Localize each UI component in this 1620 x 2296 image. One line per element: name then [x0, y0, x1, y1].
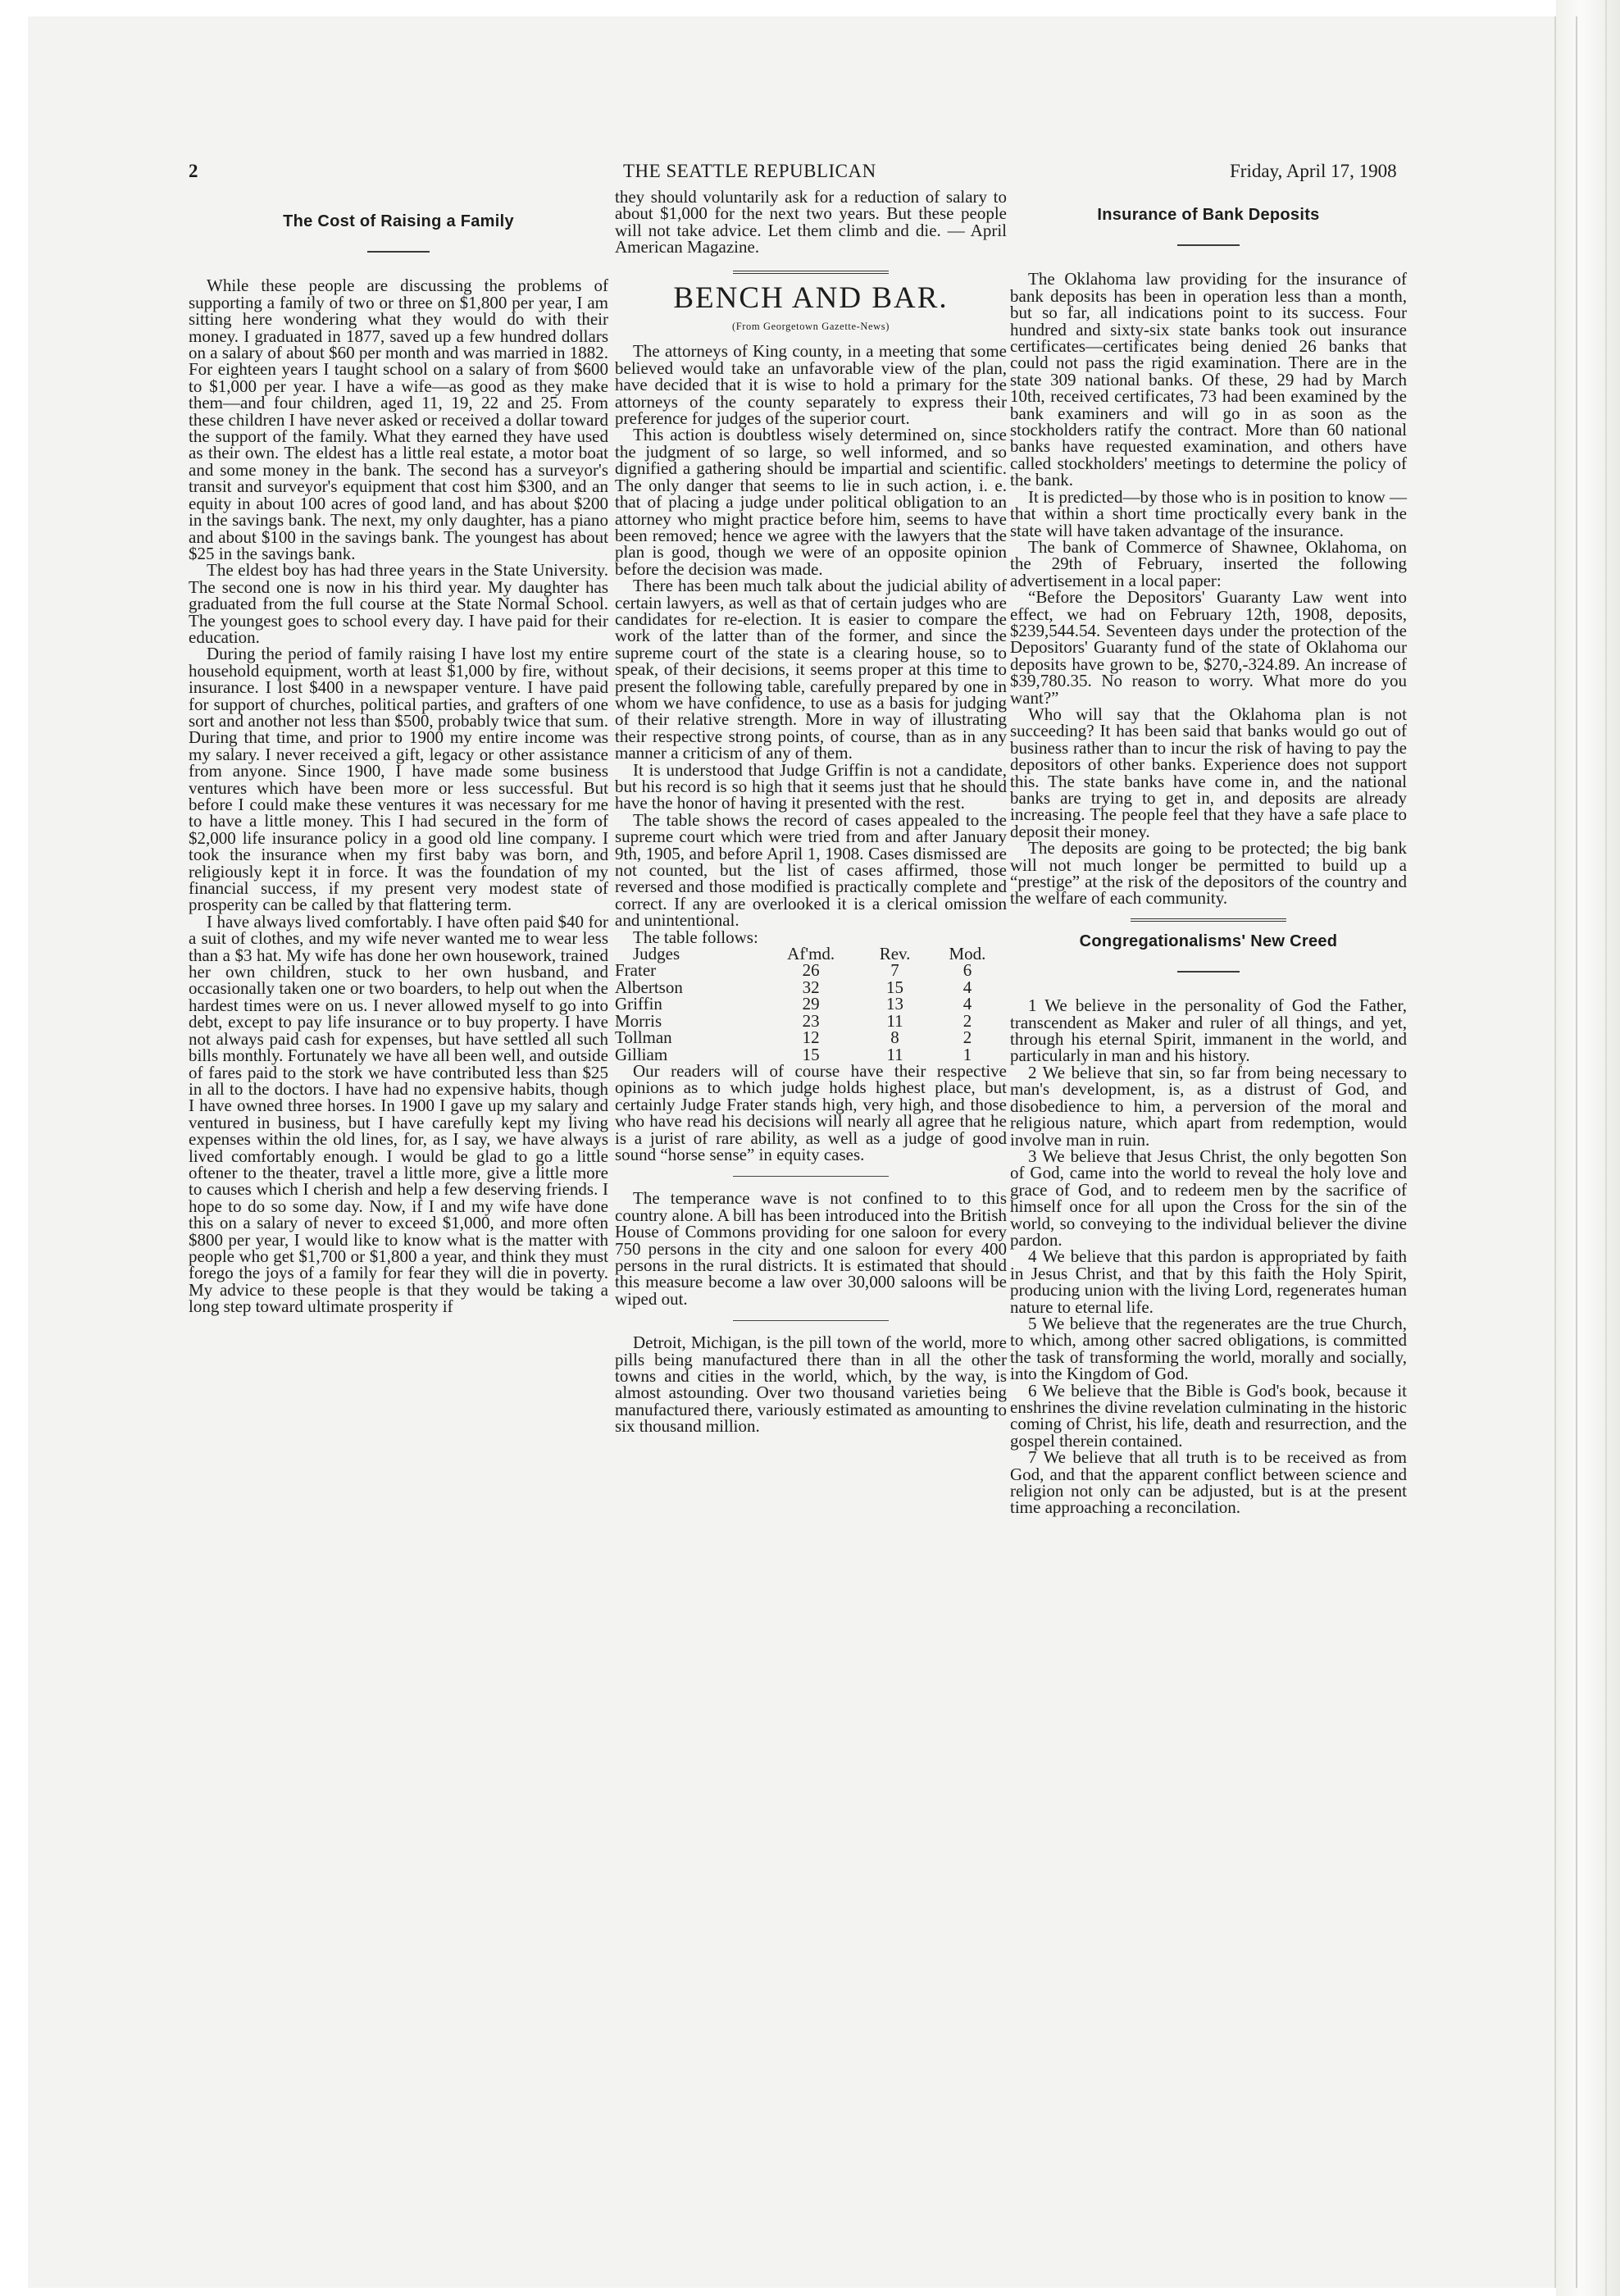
- reversed-count: 7: [890, 960, 899, 981]
- reversed-count: 13: [886, 994, 904, 1014]
- creed-article: 5 We believe that the regenerates are the true Church, to which, among other sacred obligations, is committed the task of transforming the world, morally and socially, into the Kingdom of God.: [1010, 1313, 1407, 1384]
- advertisement-quote: “Before the Depositors' Guaranty Law went into effect, we had on February 12th, 1908, deposits, $239,544.54. Seventeen days under the protection of the Depositors' Guaranty fund of the state of Oklahoma our deposits have grown to be, $270,-324.89. An increase of $39,780.35. No reason to worry. What more do you want?”: [1010, 587, 1407, 708]
- section-rule: [733, 1176, 889, 1177]
- next-page-edge: [1556, 0, 1620, 2296]
- headline-rule: [1177, 971, 1240, 973]
- headline-rule: [1177, 244, 1240, 246]
- creed-article: 6 We believe that the Bible is God's book, because it enshrines the divine revelation culminating in the historic coming of Christ, his life, death and resurrection, and the gospel therein contained.: [1010, 1380, 1407, 1451]
- modified-count: 1: [962, 1044, 972, 1064]
- issue-date: Friday, April 17, 1908: [1230, 161, 1397, 181]
- table-intro: The table follows:: [633, 927, 758, 947]
- table-header-row: [615, 945, 1007, 962]
- col-header-reversed: Rev.: [879, 944, 911, 964]
- table-row: [615, 1029, 1007, 1046]
- modified-count: 2: [962, 1010, 972, 1031]
- article-credit: (From Georgetown Gazette-News): [731, 321, 890, 333]
- reversed-count: 11: [886, 1044, 903, 1064]
- judge-name: Griffin: [615, 994, 662, 1014]
- article-paragraph: Our readers will of course have their respective opinions as to which judge holds highest place, but certainly Judge Frater stands high, very high, and those who have read his decisions will nearly all agree that he is a jurist of rare ability, as well as a judge of good sound “horse sense” in equity cases.: [615, 1060, 1007, 1164]
- judge-name: Gilliam: [615, 1044, 668, 1064]
- detroit-item: Detroit, Michigan, is the pill town of the world, more pills being manufactured there than in all the other towns and cities in the world, which, by the way, is almost astounding. Over two thousand varieties being manufactured there, variously estimated as amounting to six thousand million.: [615, 1332, 1007, 1437]
- creed-article: 3 We believe that Jesus Christ, the only begotten Son of God, came into the world to reveal the holy love and grace of God, and to redeem men by the sacrifice of himself once for all upon the Cross for the sin of the world, so conveying to the individual believer the divine pardon.: [1010, 1146, 1407, 1250]
- page-edge-line: [1576, 16, 1577, 2288]
- article-paragraph: The eldest boy has had three years in the State University. The second one is now in his third year. My daughter has graduated from the full course at the State Normal School. The youngest goes to school every day. I have paid for their education.: [189, 560, 608, 647]
- creed-article: 4 We believe that this pardon is appropriated by faith in Jesus Christ, and that by this faith the Holy Spirit, producing union with the living Lord, regenerates human nature to eternal life.: [1010, 1246, 1407, 1317]
- article-paragraph: It is predicted—by those who is in position to know — that within a short time proctically every bank in the state will have taken advantage of the insurance.: [1010, 486, 1407, 540]
- section-rule: [1131, 918, 1286, 922]
- creed-article: 7 We believe that all truth is to be received as from God, and that the apparent conflict between science and religion not only can be adjusted, but is at the present time approaching a reconcilation.: [1010, 1447, 1407, 1518]
- article-paragraph: There has been much talk about the judicial ability of certain lawyers, as well as that of certain judges who are candidates for re-election. It is easier to compare the work of the latter than of the former, and since the supreme court of the state is a clearing house, so to speak, of their decisions, it seems proper at this time to present the following table, carefully prepared by one in whom we have confidence, to use as a basis for judging of their relative strength. More in way of illustrating their respective strong points, of course, than as in any manner a criticism of any of them.: [615, 576, 1007, 763]
- column-middle: [615, 189, 1007, 1435]
- section-rule: [733, 271, 889, 274]
- masthead: [0, 161, 1620, 190]
- article-paragraph: The bank of Commerce of Shawnee, Oklahoma, on the 29th of February, inserted the following advertisement in a local paper:: [1010, 536, 1407, 590]
- judge-name: Tollman: [615, 1027, 672, 1048]
- article-title-bench-and-bar: BENCH AND BAR.: [673, 280, 949, 315]
- column-right: [1010, 189, 1407, 1516]
- column-left: [189, 189, 608, 1315]
- col-header-judges: Judges: [633, 944, 680, 964]
- table-row: [615, 962, 1007, 978]
- judge-name: Albertson: [615, 977, 683, 997]
- article-title-new-creed: Congregationalisms' New Creed: [1079, 932, 1338, 950]
- article-title-insurance-bank-deposits: Insurance of Bank Deposits: [1097, 206, 1320, 224]
- headline-rule: [367, 251, 430, 253]
- modified-count: 4: [962, 994, 972, 1014]
- affirmed-count: 23: [802, 1010, 820, 1031]
- article-paragraph: The table shows the record of cases appealed to the supreme court which were tried from and after January 9th, 1905, and before April 1, 1908. Cases dismissed are not counted, but the list of cases affirmed, those reversed and those modified is practically complete and correct. If any are overlooked it is a clerical omission and unintentional.: [615, 809, 1007, 931]
- modified-count: 6: [962, 960, 972, 981]
- affirmed-count: 32: [802, 977, 820, 997]
- modified-count: 2: [962, 1027, 972, 1048]
- creed-article: 1 We believe in the personality of God the Father, transcendent as Maker and ruler of all things, and yet, through his eternal Spirit, immanent in the world, and particularly in man and his history.: [1010, 995, 1407, 1066]
- affirmed-count: 26: [802, 960, 820, 981]
- page-number: 2: [189, 161, 198, 181]
- table-row: [615, 1046, 1007, 1063]
- article-paragraph: During the period of family raising I have lost my entire household equipment, worth at least $1,000 by fire, without insurance. I lost $400 in a newspaper venture. I have paid for support of churches, political parties, and grafters of one sort and another not less than $500, probably twice that sum. During that time, and prior to 1900 my entire income was my salary. I never received a gift, legacy or other assistance from anyone. Since 1900, I have made some business ventures which have been more or less successful. But before I could make these ventures it was necessary for me to have a little money. This I had secured in the form of $2,000 life insurance policy in a good old line company. I took the insurance when my first baby was born, and religiously kept it in force. It was the foundation of my financial success, if my present very modest state of prosperity can be called by that flattering term.: [189, 644, 608, 915]
- affirmed-count: 29: [802, 994, 820, 1014]
- page-edge-line: [1605, 0, 1607, 2296]
- judge-name: Frater: [615, 960, 657, 981]
- article-continuation: they should voluntarily ask for a reduction of salary to about $1,000 for the next two years. But these people will not take advice. Let them climb and die. — April American Magazine.: [615, 187, 1007, 257]
- reversed-count: 11: [886, 1010, 903, 1031]
- table-row: [615, 995, 1007, 1012]
- affirmed-count: 12: [802, 1027, 820, 1048]
- col-header-affirmed: Af'md.: [787, 944, 835, 964]
- article-paragraph: It is understood that Judge Griffin is not a candidate, but his record is so high that it seems just that he should have the honor of having it presented with the rest.: [615, 759, 1007, 813]
- table-row: [615, 979, 1007, 995]
- col-header-modified: Mod.: [949, 944, 986, 964]
- reversed-count: 8: [890, 1027, 899, 1048]
- article-paragraph: I have always lived comfortably. I have often paid $40 for a suit of clothes, and my wife never wanted me to wear less than a $3 hat. My wife has done her own housework, trained her own children, stuck to her own husband, and occasionally taken one or two boarders, to help out when the hardest times were on us. I never allowed myself to go into debt, except to pay life insurance or to buy property. I have not always paid cash for expenses, but have settled all such bills monthly. Fortunately we have all been well, and outside of fares paid to the stork we have contributed less than $25 in all to the doctors. I have had no expensive habits, though I have owned three horses. In 1900 I gave up my salary and ventured in business, but I have carefully kept my living expenses within the old lines, for, as I say, we have always lived comfortably enough. I would be glad to go a little oftener to the theater, travel a little more, give a little more to causes which I cherish and help a few deserving friends. I hope to do so some day. Now, if I and my wife have done this on a salary of never to exceed $1,000, and more often $800 per year, I would like to know what is the matter with people who get $1,700 or $1,800 a year, and think they must forego the joys of a family for fear they will die in poverty. My advice to these people is that they would be taking a long step toward ultimate prosperity if: [189, 911, 608, 1317]
- article-paragraph: The deposits are going to be protected; the big bank will not much longer be permitted to build up a “prestige” at the risk of the depositors of the country and the welfare of each community.: [1010, 838, 1407, 909]
- newspaper-name: THE SEATTLE REPUBLICAN: [623, 161, 876, 181]
- temperance-item: The temperance wave is not confined to to this country alone. A bill has been introduced into the British House of Commons providing for one saloon for every 750 persons in the city and one saloon for every 400 persons in the rural districts. It is estimated that should this measure become a law over 30,000 saloons will be wiped out.: [615, 1188, 1007, 1309]
- affirmed-count: 15: [802, 1044, 820, 1064]
- table-row: [615, 1013, 1007, 1029]
- modified-count: 4: [962, 977, 972, 997]
- article-paragraph: This action is doubtless wisely determined on, since the judgment of so large, so well informed, and so dignified a gathering should be impartial and scientific. The only danger that seems to lie in such action, i. e. that of placing a judge under political obligation to an attorney who might practice before him, seems to have been removed; hence we agree with the lawyers that the plan is good, though we were of an opposite opinion before the decision was made.: [615, 425, 1007, 579]
- article-paragraph: The Oklahoma law providing for the insurance of bank deposits has been in operation less than a month, but so far, all indications point to its success. Four hundred and sixty-six state banks took out insurance certificates—certificates being denied 26 banks that could not pass the rigid examination. There are in the state 309 national banks. Of these, 29 had by March 10th, received certificates, 73 had been examined by the bank examiners and will go in as soon as the stockholders ratify the contract. More than 60 national banks have requested examination, and others have called stockholders' meetings to determine the policy of the bank.: [1010, 269, 1407, 490]
- article-paragraph: While these people are discussing the problems of supporting a family of two or three on $1,800 per year, I am sitting here wondering what they would do with their money. I graduated in 1877, saved up a few hundred dollars on a salary of about $60 per month and was married in 1882. For eighteen years I taught school on a salary of from $600 to $1,000 per year. I have a wife—as good as they make them—and four children, aged 11, 19, 22 and 25. From these children I have never asked or received a dollar toward the support of the family. What they earned they have used as their own. The eldest has a little real estate, a motor boat and some money in the bank. The second has a surveyor's transit and surveyor's equipment that cost him $300, and an equity in about 100 acres of good land, and has about $200 in the savings bank. The next, my only daughter, has a piano and about $100 in the savings bank. The youngest has about $25 in the savings bank.: [189, 276, 608, 563]
- creed-article: 2 We believe that sin, so far from being necessary to man's development, is, as a distrust of God, and disobedience to him, a perversion of the moral and religious nature, which apart from redemption, would involve man in ruin.: [1010, 1062, 1407, 1150]
- article-paragraph: The attorneys of King county, in a meeting that some believed would take an unfavorable view of the plan, have decided that it is wise to hold a primary for the attorneys of the county separately to express their preference for judges of the superior court.: [615, 341, 1007, 429]
- article-paragraph: Who will say that the Oklahoma plan is not succeeding? It has been said that banks would go out of business rather than to incur the risk of having to pay the depositors of other banks. Experience does not support this. The state banks have come in, and the national banks are trying to get in, and deposits are already increasing. The people feel that they have a safe place to deposit their money.: [1010, 704, 1407, 841]
- judges-record-table: [615, 945, 1007, 1063]
- article-title-cost-of-raising-family: The Cost of Raising a Family: [283, 212, 514, 230]
- reversed-count: 15: [886, 977, 904, 997]
- judge-name: Morris: [615, 1010, 662, 1031]
- section-rule: [733, 1320, 889, 1321]
